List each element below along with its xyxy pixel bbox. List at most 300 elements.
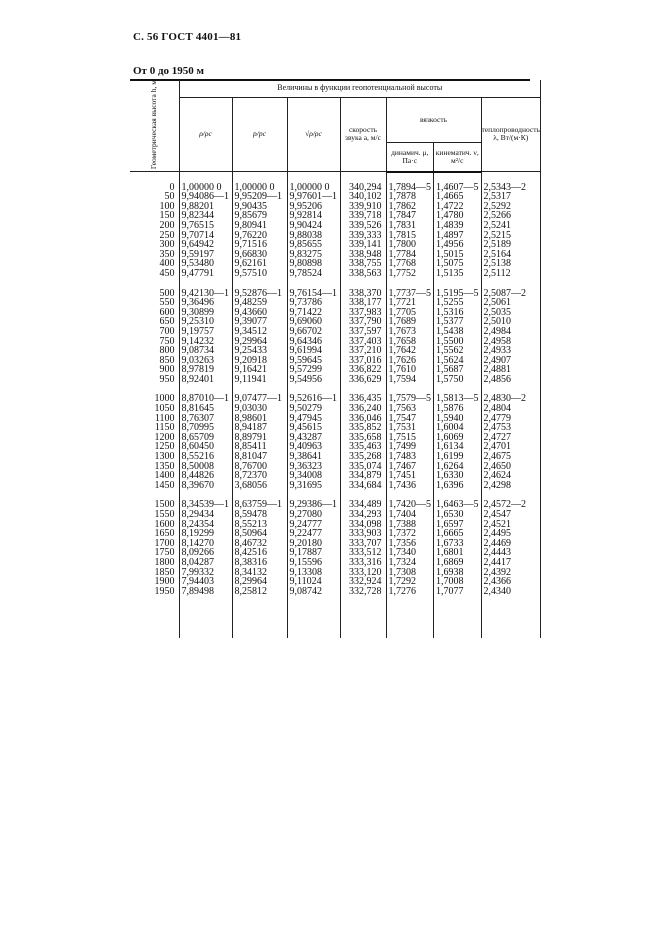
cell-conductivity: 2,4417: [481, 558, 540, 568]
cell-height: 100: [159, 200, 175, 212]
header-rho: ρ/ρс: [179, 97, 232, 172]
cell-sqrt-rho: 9,97601—1: [287, 192, 340, 202]
cell-p: 8,34132: [232, 568, 287, 578]
cell-height: 500: [159, 287, 175, 299]
range-title: От 0 до 1950 м: [133, 65, 205, 77]
cell-sqrt-rho: 9,24777: [287, 520, 340, 530]
cell-sound: 339,141: [340, 240, 386, 250]
cell-height: 450: [159, 267, 175, 279]
cell-sound: 337,597: [340, 327, 386, 337]
cell-height: 0: [169, 181, 175, 193]
cell-sound: 335,658: [340, 433, 386, 443]
cell-sqrt-rho: 9,52616—1: [287, 394, 340, 404]
cell-sqrt-rho: 9,45615: [287, 423, 340, 433]
cell-rho: 9,19757: [179, 327, 232, 337]
cell-p: 8,98601: [232, 414, 287, 424]
cell-p: 9,85679: [232, 211, 287, 221]
cell-height: 1550: [154, 509, 175, 520]
header-height: Геометрическая высота h, м: [130, 80, 179, 172]
cell-sound: 339,333: [340, 231, 386, 241]
atmosphere-table: [130, 80, 541, 638]
cell-sqrt-rho: 1,00000 0: [287, 183, 340, 193]
cell-kinematic: 1,5075: [434, 259, 482, 269]
cell-height: 550: [159, 297, 175, 309]
header-sound: скорость звука a, м/с: [340, 97, 386, 172]
cell-height: 600: [159, 306, 175, 318]
cell-rho: 8,14270: [179, 539, 232, 549]
cell-sound: 339,718: [340, 211, 386, 221]
cell-conductivity: 2,4779: [481, 414, 540, 424]
cell-kinematic: 1,5876: [434, 404, 482, 414]
header-p: p/pс: [232, 97, 287, 172]
cell-height: 200: [159, 219, 175, 231]
cell-sqrt-rho: 9,83275: [287, 250, 340, 260]
cell-height: 1800: [154, 556, 175, 568]
cell-sound: 340,294: [340, 183, 386, 193]
cell-rho: 8,34539—1: [179, 500, 232, 510]
cell-conductivity: 2,4298: [481, 481, 540, 491]
cell-conductivity: 2,5087—2: [481, 289, 540, 299]
cell-height: 1200: [154, 431, 175, 443]
cell-rho: 8,50008: [179, 462, 232, 472]
cell-kinematic: 1,5500: [434, 337, 482, 347]
cell-height: 150: [159, 210, 175, 222]
cell-kinematic: 1,5750: [434, 375, 482, 385]
cell-p: 8,50964: [232, 529, 287, 539]
header-viscosity: вязкость: [386, 97, 481, 143]
cell-rho: 9,76515: [179, 221, 232, 231]
cell-conductivity: 2,4547: [481, 510, 540, 520]
cell-height: 50: [164, 191, 175, 203]
cell-rho: 8,87010—1: [179, 394, 232, 404]
cell-sqrt-rho: 9,66702: [287, 327, 340, 337]
cell-p: 9,07477—1: [232, 394, 287, 404]
cell-kinematic: 1,6134: [434, 442, 482, 452]
cell-rho: 9,25310: [179, 317, 232, 327]
cell-p: 8,89791: [232, 433, 287, 443]
cell-height: 1500: [154, 499, 175, 511]
cell-kinematic: 1,4897: [434, 231, 482, 241]
cell-dynamic: 1,7626: [386, 356, 434, 366]
cell-kinematic: 1,5438: [434, 327, 482, 337]
cell-rho: 7,99332: [179, 568, 232, 578]
cell-sqrt-rho: 9,76154—1: [287, 289, 340, 299]
cell-height: 800: [159, 345, 175, 357]
cell-sound: 333,120: [340, 568, 386, 578]
cell-conductivity: 2,4907: [481, 356, 540, 366]
cell-rho: 9,70714: [179, 231, 232, 241]
cell-p: 8,81047: [232, 452, 287, 462]
cell-sound: 338,370: [340, 289, 386, 299]
cell-sqrt-rho: 9,78524: [287, 269, 340, 279]
cell-rho: 9,47791: [179, 269, 232, 279]
cell-sound: 337,210: [340, 346, 386, 356]
cell-sqrt-rho: 9,80898: [287, 259, 340, 269]
cell-p: 8,72370: [232, 471, 287, 481]
cell-rho: 9,36496: [179, 298, 232, 308]
cell-p: 8,59478: [232, 510, 287, 520]
cell-sound: 337,403: [340, 337, 386, 347]
cell-sound: 338,755: [340, 259, 386, 269]
cell-height: 1700: [154, 537, 175, 549]
cell-p: 8,29964: [232, 577, 287, 587]
cell-dynamic: 1,7467: [386, 462, 434, 472]
cell-rho: 8,29434: [179, 510, 232, 520]
cell-conductivity: 2,5189: [481, 240, 540, 250]
cell-kinematic: 1,5255: [434, 298, 482, 308]
cell-conductivity: 2,4443: [481, 548, 540, 558]
cell-height: 650: [159, 316, 175, 328]
cell-sqrt-rho: 9,40963: [287, 442, 340, 452]
cell-dynamic: 1,7689: [386, 317, 434, 327]
cell-sqrt-rho: 9,88038: [287, 231, 340, 241]
cell-dynamic: 1,7436: [386, 481, 434, 491]
cell-kinematic: 1,6938: [434, 568, 482, 578]
cell-p: 9,57510: [232, 269, 287, 279]
cell-kinematic: 1,5015: [434, 250, 482, 260]
spacer-row: [130, 596, 540, 638]
cell-p: 9,95209—1: [232, 192, 287, 202]
header-dynamic: динамич. μ, Па·с: [386, 143, 434, 172]
cell-height: 750: [159, 335, 175, 347]
cell-height: 1400: [154, 470, 175, 482]
cell-dynamic: 1,7308: [386, 568, 434, 578]
cell-height: 1350: [154, 460, 175, 472]
cell-p: 3,68056: [232, 481, 287, 491]
cell-sound: 338,177: [340, 298, 386, 308]
cell-dynamic: 1,7673: [386, 327, 434, 337]
cell-conductivity: 2,4340: [481, 587, 540, 597]
cell-kinematic: 1,6004: [434, 423, 482, 433]
cell-rho: 9,59197: [179, 250, 232, 260]
cell-kinematic: 1,4956: [434, 240, 482, 250]
cell-sound: 335,268: [340, 452, 386, 462]
cell-dynamic: 1,7372: [386, 529, 434, 539]
cell-kinematic: 1,6199: [434, 452, 482, 462]
cell-kinematic: 1,4607—5: [434, 183, 482, 193]
cell-p: 9,29964: [232, 337, 287, 347]
cell-sound: 336,629: [340, 375, 386, 385]
cell-conductivity: 2,4830—2: [481, 394, 540, 404]
cell-sqrt-rho: 9,13308: [287, 568, 340, 578]
cell-height: 1000: [154, 393, 175, 405]
cell-p: 8,94187: [232, 423, 287, 433]
cell-conductivity: 2,5292: [481, 202, 540, 212]
cell-p: 8,42516: [232, 548, 287, 558]
cell-sqrt-rho: 9,61994: [287, 346, 340, 356]
cell-dynamic: 1,7404: [386, 510, 434, 520]
cell-rho: 9,14232: [179, 337, 232, 347]
cell-sqrt-rho: 9,15596: [287, 558, 340, 568]
cell-kinematic: 1,5562: [434, 346, 482, 356]
cell-sound: 333,707: [340, 539, 386, 549]
cell-p: 8,38316: [232, 558, 287, 568]
cell-kinematic: 1,4839: [434, 221, 482, 231]
cell-sound: 332,924: [340, 577, 386, 587]
cell-rho: 8,09266: [179, 548, 232, 558]
cell-dynamic: 1,7610: [386, 365, 434, 375]
cell-sqrt-rho: 9,54956: [287, 375, 340, 385]
cell-conductivity: 2,5138: [481, 259, 540, 269]
cell-dynamic: 1,7483: [386, 452, 434, 462]
cell-dynamic: 1,7515: [386, 433, 434, 443]
cell-conductivity: 2,4856: [481, 375, 540, 385]
header-kinematic: кинематич. ν, м²/с: [434, 143, 482, 172]
cell-height: 1150: [154, 422, 175, 434]
table-row: [130, 375, 540, 385]
cell-sqrt-rho: 9,85655: [287, 240, 340, 250]
cell-kinematic: 1,6530: [434, 510, 482, 520]
cell-kinematic: 1,6665: [434, 529, 482, 539]
cell-dynamic: 1,7499: [386, 442, 434, 452]
cell-p: 9,76220: [232, 231, 287, 241]
cell-sound: 336,240: [340, 404, 386, 414]
cell-p: 8,25812: [232, 587, 287, 597]
cell-rho: 8,97819: [179, 365, 232, 375]
cell-kinematic: 1,6733: [434, 539, 482, 549]
cell-height: 1900: [154, 576, 175, 588]
cell-rho: 8,76307: [179, 414, 232, 424]
cell-dynamic: 1,7531: [386, 423, 434, 433]
cell-conductivity: 2,4624: [481, 471, 540, 481]
cell-p: 9,52876—1: [232, 289, 287, 299]
cell-rho: 9,94086—1: [179, 192, 232, 202]
cell-rho: 1,00000 0: [179, 183, 232, 193]
cell-p: 8,85411: [232, 442, 287, 452]
cell-rho: 8,19299: [179, 529, 232, 539]
cell-sqrt-rho: 9,31695: [287, 481, 340, 491]
cell-dynamic: 1,7800: [386, 240, 434, 250]
cell-kinematic: 1,6463—5: [434, 500, 482, 510]
cell-sound: 336,822: [340, 365, 386, 375]
cell-kinematic: 1,6264: [434, 462, 482, 472]
cell-rho: 8,60450: [179, 442, 232, 452]
cell-sqrt-rho: 9,08742: [287, 587, 340, 597]
cell-rho: 8,55216: [179, 452, 232, 462]
cell-dynamic: 1,7292: [386, 577, 434, 587]
header-sqrt-rho: √ρ/ρс: [287, 97, 340, 172]
cell-p: 8,55213: [232, 520, 287, 530]
cell-sqrt-rho: 9,73786: [287, 298, 340, 308]
cell-p: 1,00000 0: [232, 183, 287, 193]
cell-dynamic: 1,7878: [386, 192, 434, 202]
cell-sound: 334,879: [340, 471, 386, 481]
cell-conductivity: 2,5266: [481, 211, 540, 221]
cell-dynamic: 1,7658: [386, 337, 434, 347]
cell-kinematic: 1,5687: [434, 365, 482, 375]
cell-rho: 8,39670: [179, 481, 232, 491]
cell-p: 9,80941: [232, 221, 287, 231]
cell-sqrt-rho: 9,17887: [287, 548, 340, 558]
cell-conductivity: 2,4753: [481, 423, 540, 433]
cell-height: 1250: [154, 441, 175, 453]
cell-rho: 9,82344: [179, 211, 232, 221]
cell-kinematic: 1,5624: [434, 356, 482, 366]
cell-dynamic: 1,7579—5: [386, 394, 434, 404]
cell-conductivity: 2,4572—2: [481, 500, 540, 510]
cell-rho: 9,53480: [179, 259, 232, 269]
cell-sqrt-rho: 9,36323: [287, 462, 340, 472]
cell-sqrt-rho: 9,47945: [287, 414, 340, 424]
cell-dynamic: 1,7642: [386, 346, 434, 356]
cell-height: 1950: [154, 585, 175, 597]
cell-sqrt-rho: 9,69060: [287, 317, 340, 327]
cell-conductivity: 2,4804: [481, 404, 540, 414]
cell-sqrt-rho: 9,29386—1: [287, 500, 340, 510]
cell-conductivity: 2,5061: [481, 298, 540, 308]
cell-sound: 334,684: [340, 481, 386, 491]
cell-dynamic: 1,7594: [386, 375, 434, 385]
cell-sound: 333,316: [340, 558, 386, 568]
cell-p: 8,46732: [232, 539, 287, 549]
cell-dynamic: 1,7831: [386, 221, 434, 231]
cell-rho: 9,03263: [179, 356, 232, 366]
cell-p: 9,43660: [232, 308, 287, 318]
table-row: [130, 269, 540, 279]
cell-conductivity: 2,5343—2: [481, 183, 540, 193]
cell-rho: 8,81645: [179, 404, 232, 414]
cell-dynamic: 1,7784: [386, 250, 434, 260]
cell-p: 9,16421: [232, 365, 287, 375]
cell-p: 9,62161: [232, 259, 287, 269]
cell-height: 1450: [154, 479, 175, 491]
header-group: Величины в функции геопотенциальной высоты: [179, 80, 540, 97]
cell-kinematic: 1,5940: [434, 414, 482, 424]
cell-height: 1300: [154, 451, 175, 463]
cell-conductivity: 2,4958: [481, 337, 540, 347]
cell-dynamic: 1,7420—5: [386, 500, 434, 510]
cell-height: 1750: [154, 547, 175, 559]
spacer-row: [130, 172, 540, 183]
cell-sqrt-rho: 9,57299: [287, 365, 340, 375]
cell-kinematic: 1,5316: [434, 308, 482, 318]
cell-rho: 9,88201: [179, 202, 232, 212]
cell-height: 300: [159, 239, 175, 251]
cell-sqrt-rho: 9,43287: [287, 433, 340, 443]
cell-kinematic: 1,5813—5: [434, 394, 482, 404]
cell-dynamic: 1,7721: [386, 298, 434, 308]
cell-sound: 334,098: [340, 520, 386, 530]
cell-conductivity: 2,5241: [481, 221, 540, 231]
cell-height: 950: [159, 373, 175, 385]
cell-dynamic: 1,7737—5: [386, 289, 434, 299]
cell-kinematic: 1,4780: [434, 211, 482, 221]
table-row: [130, 481, 540, 491]
cell-sound: 335,074: [340, 462, 386, 472]
cell-conductivity: 2,5035: [481, 308, 540, 318]
cell-dynamic: 1,7324: [386, 558, 434, 568]
cell-dynamic: 1,7752: [386, 269, 434, 279]
cell-conductivity: 2,4469: [481, 539, 540, 549]
cell-kinematic: 1,6869: [434, 558, 482, 568]
cell-kinematic: 1,5135: [434, 269, 482, 279]
table-body: [130, 172, 540, 639]
cell-sound: 337,983: [340, 308, 386, 318]
cell-rho: 7,94403: [179, 577, 232, 587]
cell-kinematic: 1,5195—5: [434, 289, 482, 299]
cell-conductivity: 2,4701: [481, 442, 540, 452]
cell-dynamic: 1,7356: [386, 539, 434, 549]
cell-sound: 332,728: [340, 587, 386, 597]
cell-kinematic: 1,6597: [434, 520, 482, 530]
cell-p: 8,76700: [232, 462, 287, 472]
cell-sound: 337,790: [340, 317, 386, 327]
cell-sqrt-rho: 9,59645: [287, 356, 340, 366]
cell-p: 9,11941: [232, 375, 287, 385]
cell-p: 8,63759—1: [232, 500, 287, 510]
cell-height: 350: [159, 248, 175, 260]
cell-sound: 333,512: [340, 548, 386, 558]
cell-sound: 336,435: [340, 394, 386, 404]
cell-rho: 9,42130—1: [179, 289, 232, 299]
cell-conductivity: 2,5215: [481, 231, 540, 241]
cell-sqrt-rho: 9,95206: [287, 202, 340, 212]
cell-conductivity: 2,4392: [481, 568, 540, 578]
cell-height: 1600: [154, 518, 175, 530]
cell-conductivity: 2,4521: [481, 520, 540, 530]
cell-height: 1850: [154, 566, 175, 578]
cell-rho: 8,24354: [179, 520, 232, 530]
cell-dynamic: 1,7815: [386, 231, 434, 241]
cell-height: 1100: [154, 412, 175, 424]
cell-rho: 8,92401: [179, 375, 232, 385]
cell-sound: 335,852: [340, 423, 386, 433]
cell-dynamic: 1,7768: [386, 259, 434, 269]
cell-sound: 339,910: [340, 202, 386, 212]
cell-rho: 8,04287: [179, 558, 232, 568]
cell-conductivity: 2,5010: [481, 317, 540, 327]
cell-height: 250: [159, 229, 175, 241]
cell-dynamic: 1,7547: [386, 414, 434, 424]
cell-kinematic: 1,4722: [434, 202, 482, 212]
cell-rho: 9,08734: [179, 346, 232, 356]
cell-conductivity: 2,4495: [481, 529, 540, 539]
cell-sound: 340,102: [340, 192, 386, 202]
cell-dynamic: 1,7862: [386, 202, 434, 212]
cell-dynamic: 1,7894—5: [386, 183, 434, 193]
cell-rho: 9,30899: [179, 308, 232, 318]
cell-p: 9,34512: [232, 327, 287, 337]
cell-height: 700: [159, 325, 175, 337]
cell-conductivity: 2,4881: [481, 365, 540, 375]
cell-p: 9,03030: [232, 404, 287, 414]
cell-sqrt-rho: 9,34008: [287, 471, 340, 481]
cell-p: 9,39077: [232, 317, 287, 327]
cell-height: 850: [159, 354, 175, 366]
cell-sqrt-rho: 9,71422: [287, 308, 340, 318]
cell-conductivity: 2,4675: [481, 452, 540, 462]
cell-dynamic: 1,7388: [386, 520, 434, 530]
cell-height: 400: [159, 258, 175, 270]
cell-rho: 8,70995: [179, 423, 232, 433]
cell-rho: 9,64942: [179, 240, 232, 250]
header-conductivity: теплопроводность λ, Вт/(м·К): [481, 97, 540, 172]
cell-kinematic: 1,7008: [434, 577, 482, 587]
cell-sqrt-rho: 9,50279: [287, 404, 340, 414]
cell-sound: 336,046: [340, 414, 386, 424]
cell-p: 9,25433: [232, 346, 287, 356]
cell-sqrt-rho: 9,64346: [287, 337, 340, 347]
cell-sqrt-rho: 9,22477: [287, 529, 340, 539]
cell-p: 9,71516: [232, 240, 287, 250]
cell-sound: 339,526: [340, 221, 386, 231]
cell-conductivity: 2,5164: [481, 250, 540, 260]
cell-kinematic: 1,5377: [434, 317, 482, 327]
cell-kinematic: 1,6330: [434, 471, 482, 481]
cell-sound: 334,293: [340, 510, 386, 520]
cell-conductivity: 2,4984: [481, 327, 540, 337]
cell-sqrt-rho: 9,11024: [287, 577, 340, 587]
